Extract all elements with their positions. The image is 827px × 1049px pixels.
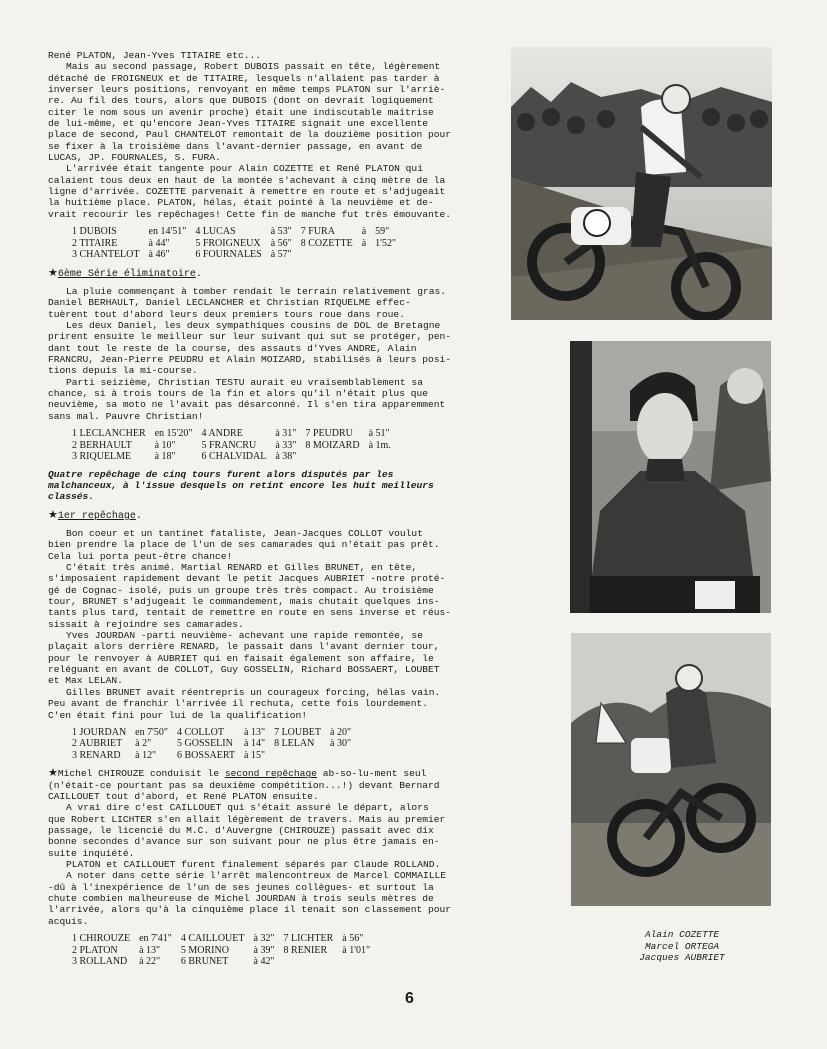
results-table-2nd-repechage: [72, 933, 379, 968]
photo-caption: [607, 929, 757, 964]
table-row: 2 BERHAULT à 10" 5 FRANCRU à 33" 8 MOIZARD à 1m.: [72, 439, 391, 451]
caption-line: Marcel ORTEGA: [644, 940, 720, 952]
repechage1-paragraph-1: Bon coeur et un tantinet fataliste, Jean-Jacques COLLOT voulut bien prendre la place de l'un de ses camarades qui n'était pas prêt. Cela lui porta peut-être chance!: [48, 528, 440, 562]
table-row: 2 PLATON à 13" 5 MORINO à 39" 8 RENIER à 1'01": [72, 944, 371, 956]
star-icon: ★: [48, 265, 58, 279]
photo-rider-78: [511, 47, 772, 320]
results-table-5th-series: [72, 226, 405, 261]
series6-paragraph-3: Parti seizième, Christian TESTU aurait eu vraisemblablement sa chance, si à trois tours de la fin et alors qu'il n'était plus que neuvième, sa moto ne l'avait pas désarconné. Il s'en tira apparemment sans mal. Pauvre Christian!: [48, 376, 446, 422]
article-text: [48, 50, 466, 974]
table-row: 2 AUBRIET à 2" 5 GOSSELIN à 14" 8 LELAN à 30": [72, 738, 352, 750]
results-table-6th-series: [72, 428, 400, 463]
table-row: 1 LECLANCHER en 15'20" 4 ANDRE à 31" 7 PEUDRU à 51": [72, 428, 390, 440]
repechage1-paragraph-3: Yves JOURDAN -parti neuvième- achevant une rapide remontée, se plaçait alors derrière RENARD, le passait dans l'avant dernier tour, pour le renvoyer à AUBRIET qui en faisait également son affaire, le reléguant en avant de COLLOT, Guy GOSSELIN, Richard BOSSAERT, LOUBET et Max LELAN.: [48, 630, 440, 687]
repechage1-paragraph-4: Gilles BRUNET avait réentrepris un courageux forcing, hélas vain. Peu avant de franchir l'arrivée il rechuta, cette fois lourdement. C'en était fini pour lui de la qualification!: [48, 686, 441, 721]
repechage-note: Quatre repêchage de cinq tours furent alors disputés par les malchanceux, à l'issue desquels on retint encore les huit meilleurs classés.: [48, 468, 434, 503]
section-heading-6th-series: ★6ème Série éliminatoire.: [48, 265, 202, 280]
repechage2-paragraph-1: A vrai dire c'est CAILLOUET qui s'était assuré le départ, alors que Robert LICHTER s'en allait légèrement de travers. Mais au premier passage, le licencié du M.C. d'Auvergne (CHIROUZE) passait avec dix bonne secondes d'avance sur son suivant pour ne plus être jamais en- suite inquiété.: [48, 802, 446, 859]
section-heading-2nd-repechage: ★Michel CHIROUZE conduisit le second repêchage ab-so-lu-ment seul (n'était-ce pourtant pas sa deuxième compétition...!) devant Bernard CAILLOUET tout d'abord, et René PLATON ensuite.: [48, 766, 440, 803]
repechage2-paragraph-2: PLATON et CAILLOUET furent finalement séparés par Claude ROLLAND.: [66, 859, 441, 871]
intro-paragraph-3: L'arrivée était tangente pour Alain COZETTE et René PLATON qui calaient tous deux en haut de la montée s'achevant à cinq mètre de la ligne d'arrivée. COZETTE parvenait à remettre en route et s'adjugeait la huitième place. PLATON, hélas, était pointé à la neuvième et de- vrait recourir les repêchages! Cette fin de manche fut très émouvante.: [48, 163, 452, 220]
page-number: 6: [405, 990, 414, 1007]
table-row: 1 DUBOIS en 14'51" 4 LUCAS à 53" 7 FURA à 59": [72, 226, 390, 238]
repechage1-paragraph-2: C'était très animé. Martial RENARD et Gilles BRUNET, en tête, s'imposaient rapidement devant le petit Jacques AUBRIET -notre proté- gé de Cognac- isolé, puis un groupe très très compact. Au troisième tour, BRUNET s'adjugeait le commandement, mais chutait quelques ins- tants plus tard, tentait de remettre en route en sens inverse et réus- sissait à rejoindre ses camarades.: [48, 562, 452, 630]
table-row: 1 JOURDAN en 7'50" 4 COLLOT à 13" 7 LOUBET à 20": [72, 726, 352, 738]
photo-rider-jump: [571, 633, 771, 906]
repechage2-paragraph-3: A noter dans cette série l'arrêt malencontreux de Marcel COMMAILLE -dû à l'inexpérience de l'un de ses jeunes collègues- et surtout la chute combien malheureuse de Michel JOURDAN à trois seuls mètres de l'arrivée, alors qu'à la cinquième place il tenait son classement pour acquis.: [48, 870, 452, 927]
table-row: 3 ROLLAND à 22" 6 BRUNET à 42": [72, 956, 275, 968]
caption-line: Alain COZETTE: [644, 929, 720, 940]
series6-paragraph-2: Les deux Daniel, les deux sympathiques cousins de DOL de Bretagne prirent ensuite le meilleur sur leur suivant qui sut se protéger, pen- dant tout le reste de la course, des assauts d'Yves ANDRE, Alain FRANCRU, Jean-Pierre PEUDRU et Alain MOIZARD, stabilisés à leurs posi- tions depuis la mi-course.: [48, 320, 452, 377]
star-icon: ★: [48, 766, 58, 780]
table-row: 2 TITAIRE à 44" 5 FROIGNEUX à 56" 8 COZETTE à 1'52": [72, 237, 397, 249]
table-row: 3 CHANTELOT à 46" 6 FOURNALES à 57": [72, 249, 292, 261]
table-row: 3 RENARD à 12" 6 BOSSAERT à 15": [72, 749, 266, 761]
table-row: 3 RIQUELME à 18" 6 CHALVIDAL à 38": [72, 451, 297, 463]
star-icon: ★: [48, 507, 58, 521]
results-table-1st-repechage: [72, 727, 360, 762]
caption-line: Jacques AUBRIET: [639, 952, 725, 963]
series6-paragraph-1: La pluie commençant à tomber rendait le terrain relativement gras. Daniel BERHAULT, Daniel LECLANCHER et Christian RIQUELME effec- tuèrent tout d'abord leurs deux premiers tours roue dans roue.: [48, 286, 446, 320]
intro-paragraph-1: René PLATON, Jean-Yves TITAIRE etc...: [48, 50, 262, 61]
intro-paragraph-2: Mais au second passage, Robert DUBOIS passait en tête, légèrement détaché de FROIGNEUX et de TITAIRE, lesquels n'allaient pas tarder à inverser leurs positions, renvoyant en même temps PLATON sur l'arriè- re. Au fil des tours, alors que DUBOIS (dont on devrait logiquement citer le nom sous un avenir proche) était une indiscutable maîtrise de lui-même, et qu'encore Jean-Yves TITAIRE signait une excellente place de second, Paul CHANTELOT remontait de la douzième position pour se fixer à la troisième dans l'avant-dernier passage, en avant de LUCAS, JP. FOURNALES, S. FURA.: [48, 61, 452, 164]
section-heading-1st-repechage: ★1er repêchage.: [48, 507, 142, 522]
table-row: 1 CHIROUZE en 7'41" 4 CAILLOUET à 32" 7 LICHTER à 56": [72, 933, 364, 945]
photo-rider-portrait: [570, 341, 771, 613]
